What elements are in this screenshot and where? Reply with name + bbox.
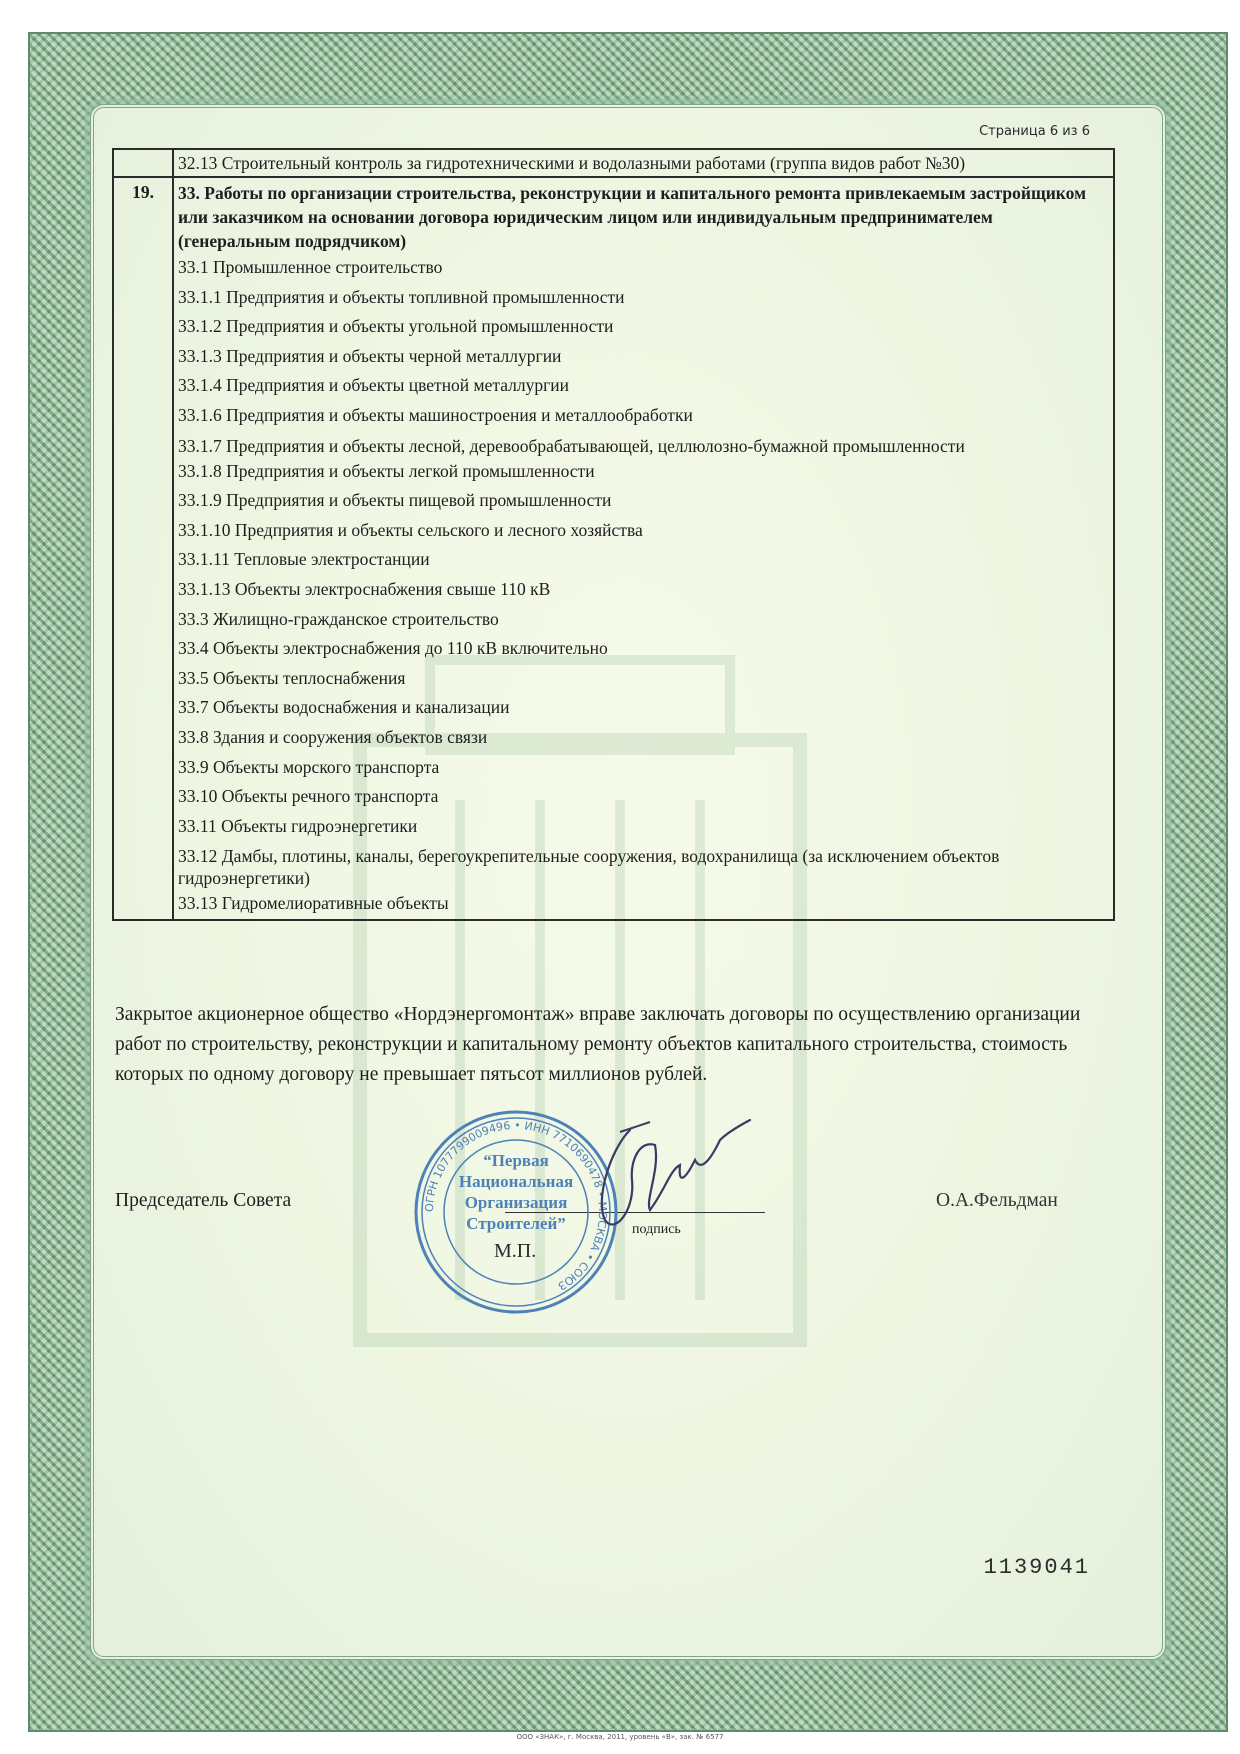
list-item: 33.1.13 Объекты электроснабжения свыше 110 кВ [178,578,551,599]
seal-place-label: М.П. [494,1240,537,1262]
list-item: 33.10 Объекты речного транспорта [178,786,439,807]
list-item: 33.13 Гидромелиоративные объекты [178,893,449,914]
handwritten-signature [560,1110,760,1250]
list-item: 33.5 Объекты теплоснабжения [178,667,406,688]
list-item: 33.1.7 Предприятия и объекты лесной, деревообрабатывающей, целлюлозно-бумажной промышленности [178,435,965,456]
stamp-ring-text: ОГРН 1077799009496 • ИНН 7710690478 • МОСКВА • СОЮЗ [422,1118,610,1293]
list-item: 33.1.9 Предприятия и объекты пищевой промышленности [178,490,612,511]
row-content [173,177,1114,920]
list-item: 33.9 Объекты морского транспорта [178,756,440,777]
serial-number: 1139041 [983,1555,1090,1580]
list-item: 33.1.2 Предприятия и объекты угольной промышленности [178,316,614,337]
list-item: 33.8 Здания и сооружения объектов связи [178,726,488,747]
signature-line-label: подпись [632,1222,681,1237]
list-item: 33.1.3 Предприятия и объекты черной металлургии [178,345,562,366]
signer-title: Председатель Совета [115,1190,292,1211]
signer-name: О.А.Фельдман [936,1190,1058,1211]
list-item: 33.1.1 Предприятия и объекты топливной промышленности [178,286,625,307]
page-number: Страница 6 из 6 [979,124,1090,139]
list-item: 33.12 Дамбы, плотины, каналы, берегоукрепительные сооружения, водохранилища (за исключением объектов гидроэнергетики) [178,846,1000,889]
row-number: 19. [113,177,173,920]
list-item: 33.1.10 Предприятия и объекты сельского и лесного хозяйства [178,519,643,540]
list-item: 33.1.6 Предприятия и объекты машиностроения и металлообработки [178,404,693,425]
printer-imprint: ООО «ЗНАК», г. Москва, 2011, уровень «В», зак. № 6577 [516,1733,724,1741]
list-item: 33.4 Объекты электроснабжения до 110 кВ включительно [178,638,608,659]
list-item: 33.1.4 Предприятия и объекты цветной металлургии [178,375,570,396]
list-item: 33.1 Промышленное строительство [178,257,443,277]
table-row [113,177,1114,920]
list-item: 33.3 Жилищно-гражданское строительство [178,608,499,629]
list-item: 33.1.11 Тепловые электростанции [178,549,430,570]
stamp-line: Строителей” [466,1214,566,1233]
stamp-line: “Первая [483,1151,549,1170]
section-heading: 33. Работы по организации строительства, реконструкции и капитального ремонта привлекаемым застройщиком или заказчиком на основании договора юридическим лицом или индивидуальным предпринимателем (генеральным подрядчиком) [178,183,1087,251]
work-types-table [112,148,1115,921]
stamp-line: Организация [464,1193,568,1212]
permission-statement: Закрытое акционерное общество «Нордэнергомонтаж» вправе заключать договоры по осуществлению организации работ по строительству, реконструкции и капитальному ремонту объектов капитального строительства, стоимость которых по одному договору не превышает пятьсот миллионов рублей. [115,1004,1081,1085]
row-content: 32.13 Строительный контроль за гидротехническими и водолазными работами (группа видов работ №30) [173,149,1114,177]
stamp-line: Национальная [458,1172,574,1191]
list-item: 33.11 Объекты гидроэнергетики [178,815,418,836]
row-number [113,149,173,177]
table-row [113,149,1114,177]
list-item: 33.1.8 Предприятия и объекты легкой промышленности [178,460,595,481]
list-item: 33.7 Объекты водоснабжения и канализации [178,697,510,718]
